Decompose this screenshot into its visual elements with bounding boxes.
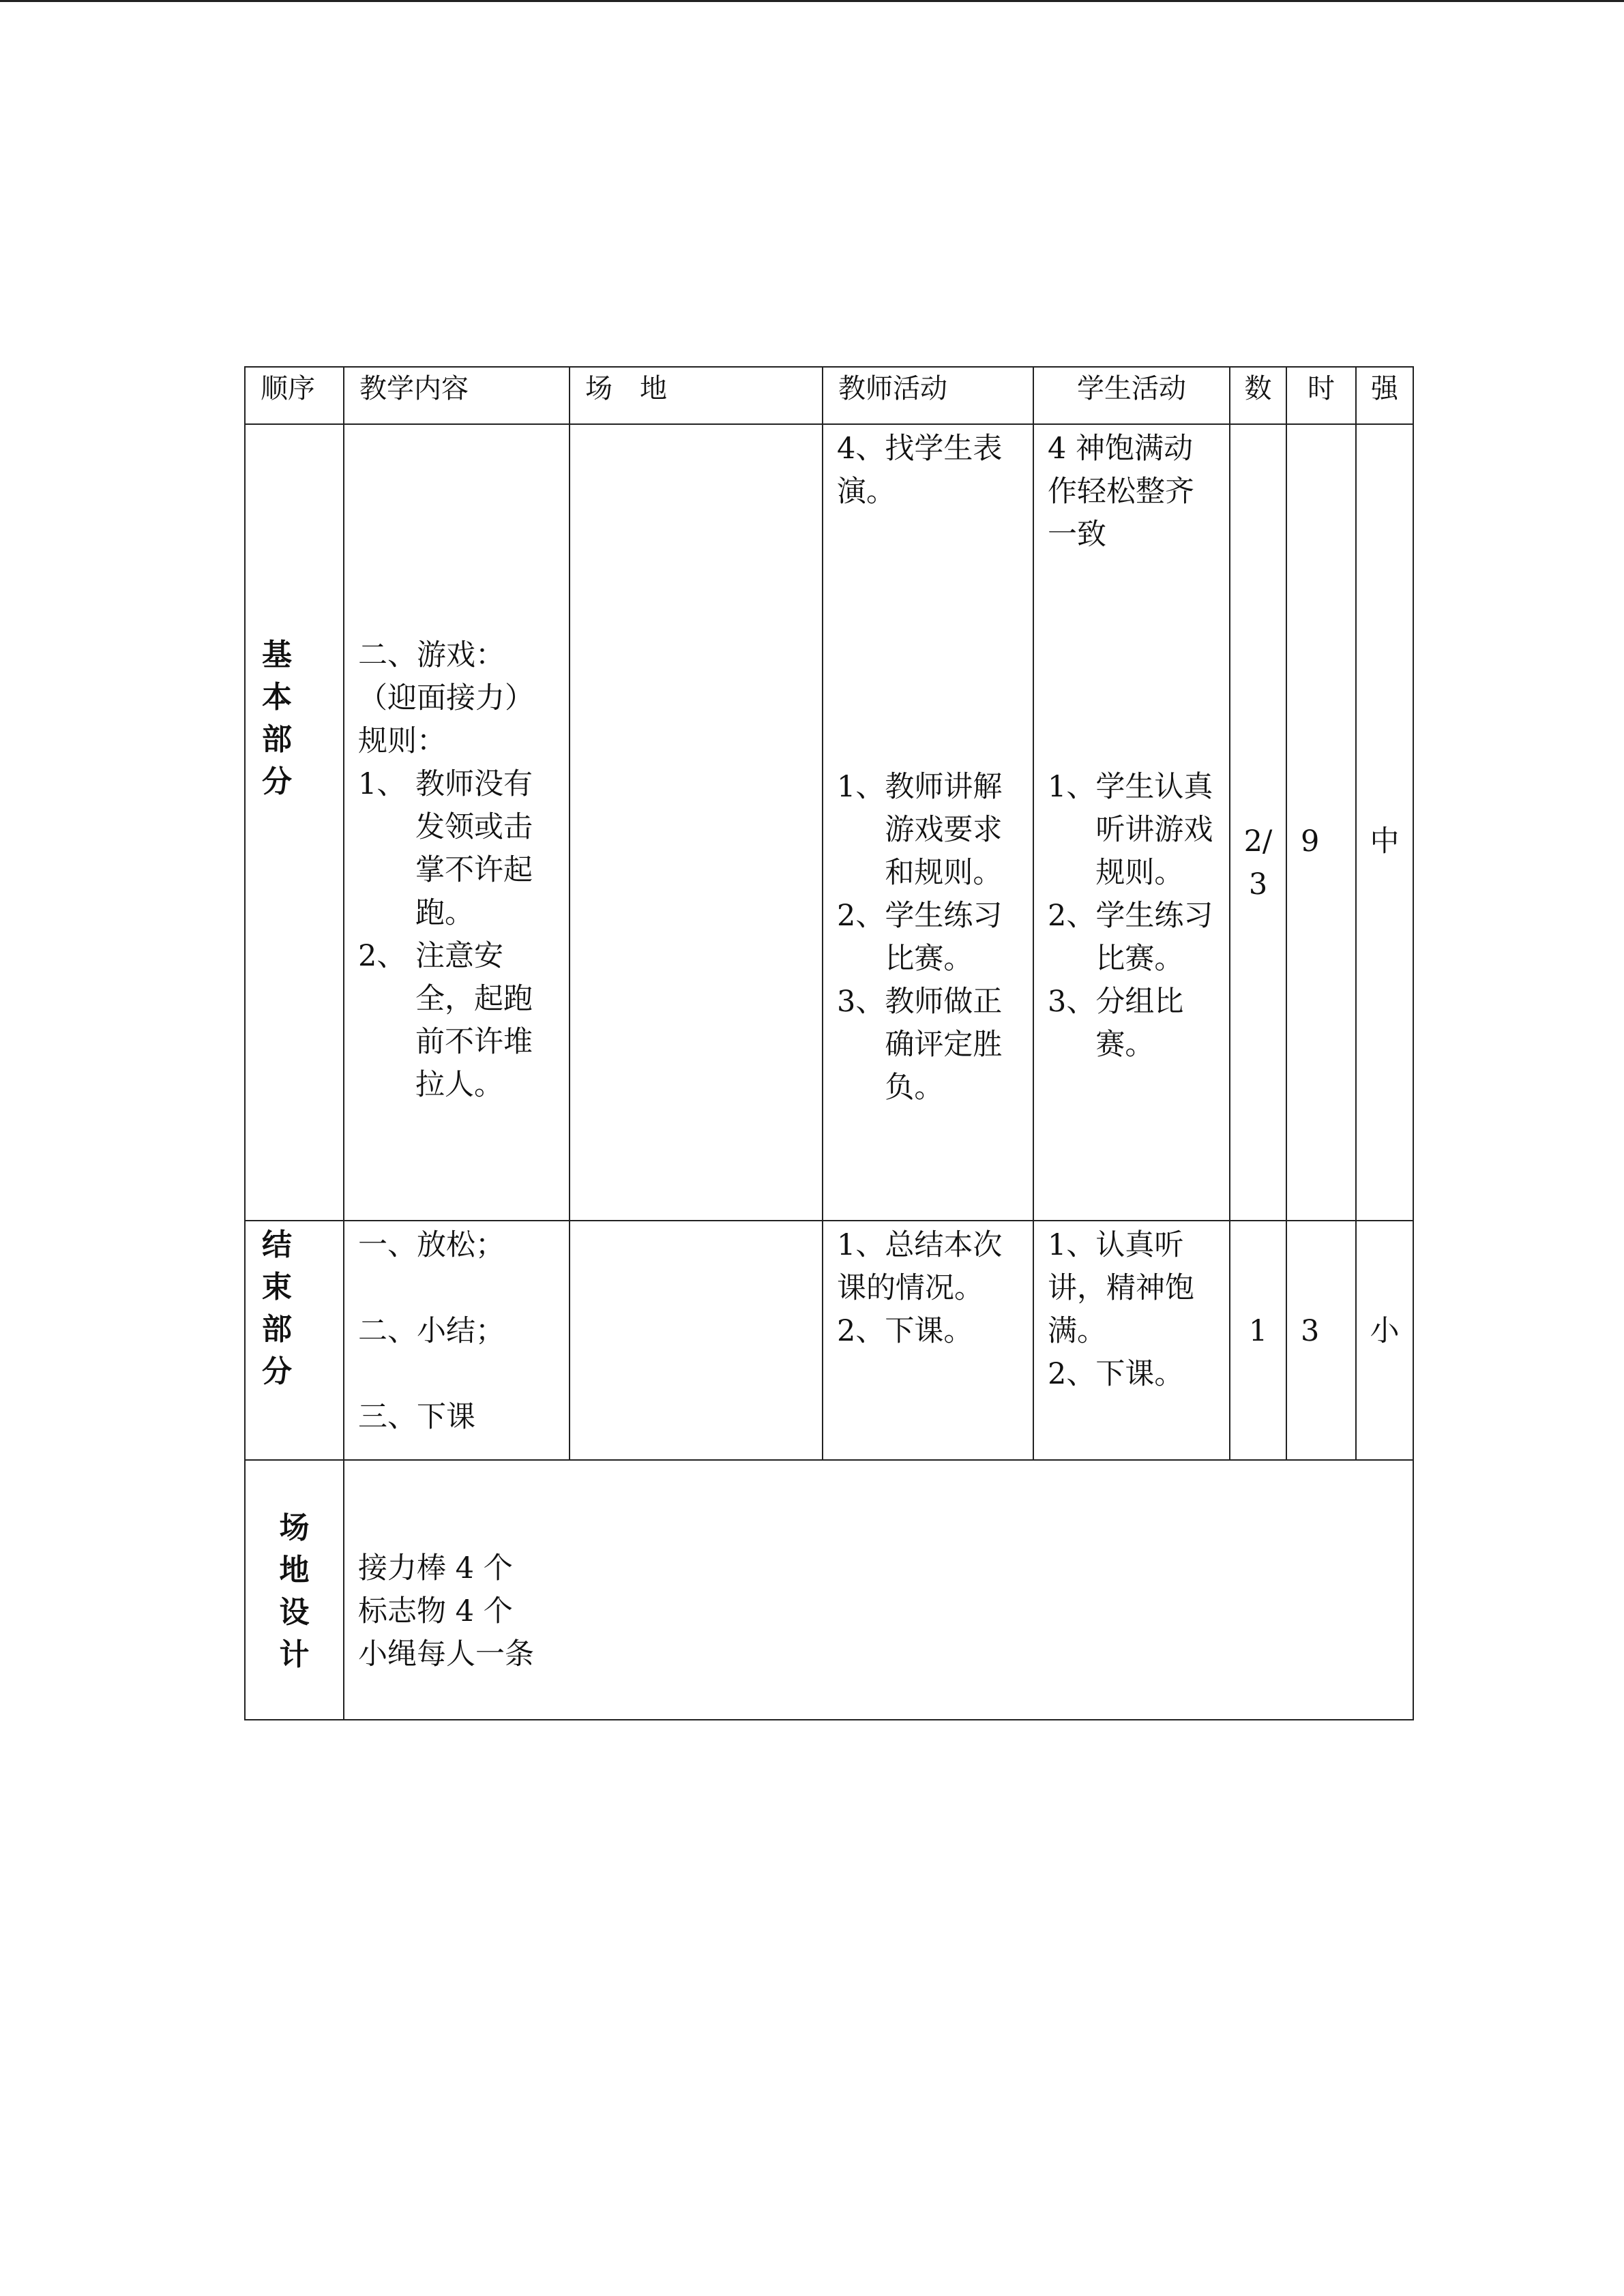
header-count: 数 [1230, 367, 1286, 424]
basic-section-label-cell [245, 424, 344, 1221]
ending-venue-cell [570, 1221, 823, 1460]
ending-section-row [245, 1221, 1413, 1460]
student-item: 3、 分组比赛。 [1048, 985, 1184, 1062]
header-teacher-activity: 教师活动 [823, 367, 1033, 424]
student-top-note: 4 神饱满动作轻松整齐一致 [1048, 432, 1194, 552]
venue-design-label: 场地设计 [279, 1510, 310, 1672]
header-venue: 场 地 [570, 367, 823, 424]
equipment-item: 接力棒 4 个 [358, 1551, 513, 1585]
ending-count-cell [1230, 1221, 1286, 1460]
header-student-activity: 学生活动 [1033, 367, 1230, 424]
basic-section-row [245, 424, 1413, 1221]
ending-student-item: 1、认真听讲，精神饱满。 [1048, 1228, 1194, 1348]
basic-venue-cell [570, 424, 823, 1221]
game-title: 二、游戏： [358, 638, 505, 672]
basic-count: 2/3 [1243, 824, 1273, 901]
lesson-plan-table [244, 366, 1414, 1720]
basic-time: 9 [1301, 824, 1320, 859]
rule-item: 2、 注意安全，起跑前不许堆拉人。 [358, 939, 533, 1102]
venue-design-label-cell [245, 1460, 344, 1720]
ending-teacher-item: 1、总结本次课的情况。 [837, 1228, 1003, 1305]
basic-time-cell [1286, 424, 1356, 1221]
basic-intensity: 中 [1370, 824, 1400, 859]
ending-content-item: 二、小结； [358, 1314, 505, 1348]
ending-content-cell [344, 1221, 570, 1460]
header-intensity: 强 [1356, 367, 1413, 424]
venue-design-row [245, 1460, 1413, 1720]
ending-content-item: 三、下课 [358, 1400, 475, 1434]
equipment-item: 小绳每人一条 [358, 1637, 534, 1671]
ending-student-item: 2、下课。 [1048, 1357, 1184, 1391]
header-order: 顺序 [245, 367, 344, 424]
ending-count: 1 [1248, 1314, 1268, 1348]
table-header-row [245, 367, 1413, 424]
ending-teacher-item: 2、下课。 [837, 1314, 973, 1348]
basic-count-cell [1230, 424, 1286, 1221]
teacher-top-note: 4、找学生表演。 [837, 432, 1003, 509]
ending-time: 3 [1301, 1314, 1320, 1348]
basic-teacher-cell [823, 424, 1033, 1221]
game-name: （迎面接力） [358, 681, 534, 715]
venue-design-content-cell [344, 1460, 1413, 1720]
ending-student-cell [1033, 1221, 1230, 1460]
ending-intensity-cell [1356, 1221, 1413, 1460]
basic-section-label: 基本部分 [262, 638, 292, 799]
basic-student-cell [1033, 424, 1230, 1221]
basic-intensity-cell [1356, 424, 1413, 1221]
student-item: 1、 学生认真听讲游戏规则。 [1048, 770, 1213, 890]
ending-content-item: 一、放松； [358, 1228, 505, 1262]
teacher-item: 2、 学生练习比赛。 [837, 899, 1003, 976]
teacher-item: 1、 教师讲解游戏要求和规则。 [837, 770, 1003, 890]
ending-teacher-cell [823, 1221, 1033, 1460]
ending-section-label: 结束部分 [262, 1227, 292, 1389]
header-content: 教学内容 [344, 367, 570, 424]
rules-label: 规则： [358, 724, 446, 758]
student-item: 2、 学生练习比赛。 [1048, 899, 1213, 976]
ending-intensity: 小 [1370, 1314, 1400, 1348]
ending-section-label-cell [245, 1221, 344, 1460]
rule-item: 1、 教师没有发领或击掌不许起跑。 [358, 767, 533, 930]
equipment-item: 标志物 4 个 [358, 1594, 513, 1628]
header-time: 时 [1286, 367, 1356, 424]
ending-time-cell [1286, 1221, 1356, 1460]
teacher-item: 3、 教师做正确评定胜负。 [837, 985, 1003, 1105]
basic-content-cell [344, 424, 570, 1221]
